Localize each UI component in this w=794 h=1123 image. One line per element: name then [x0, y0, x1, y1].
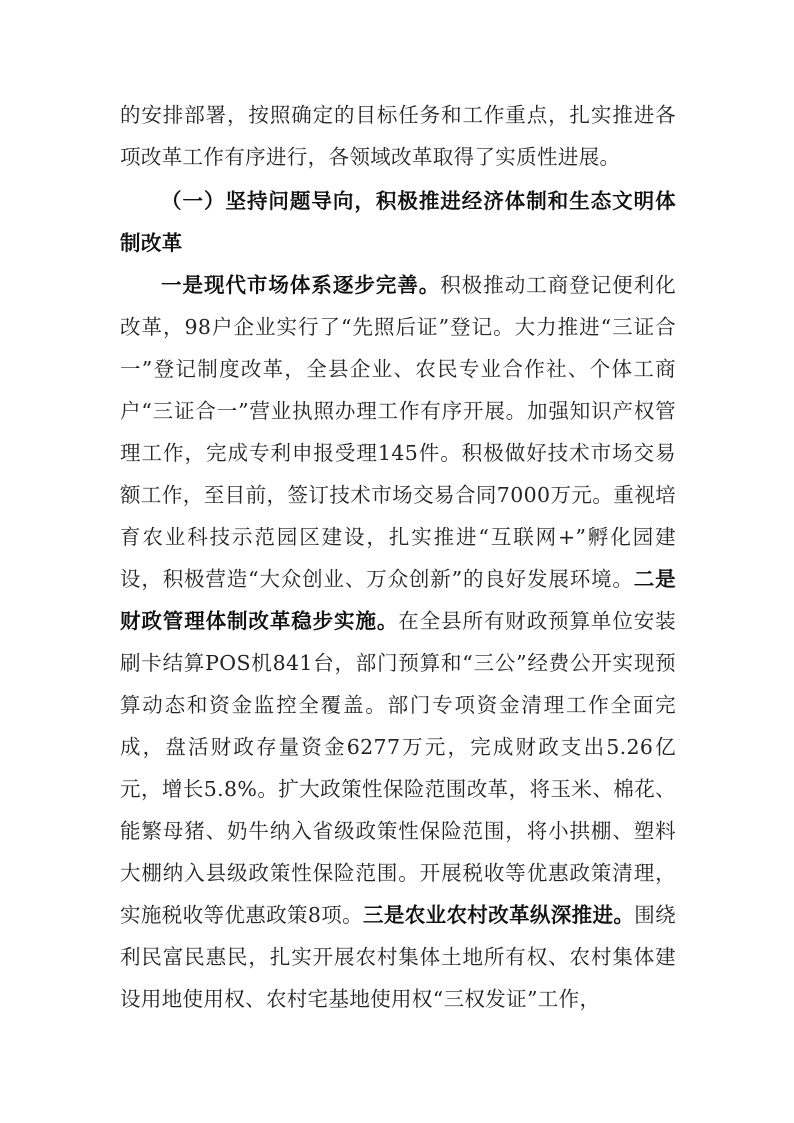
- lead-fiscal-reform: 二是财政管理体制改革稳步实施。: [120, 567, 677, 633]
- document-body: [120, 94, 676, 1020]
- paragraph-continuation: 的安排部署，按照确定的目标任务和工作重点，扎实推进各项改革工作有序进行，各领域改革取得了实质性进展。: [120, 103, 676, 169]
- lead-market-system: 一是现代市场体系逐步完善。: [161, 273, 441, 297]
- text-rural-reform: 围绕利民富民惠民，扎实开展农村集体土地所有权、农村集体建设用地使用权、农村宅基地使用权“三权发证”工作，: [120, 903, 676, 1011]
- text-fiscal-reform: 在全县所有财政预算单位安装刷卡结算POS机841台，部门预算和“三公”经费公开实现预算动态和资金监控全覆盖。部门专项资金清理工作全面完成，盘活财政存量资金6277万元，完成财政支出5.26亿元，增长5.8%。扩大政策性保险范围改革，将玉米、棉花、能繁母猪、奶牛纳入省级政策性保险范围，将小拱棚、塑料大棚纳入县级政策性保险范围。开展税收等优惠政策清理，实施税收等优惠政策8项。: [120, 609, 676, 927]
- lead-rural-reform: 三是农业农村改革纵深推进。: [362, 903, 635, 927]
- paragraph-body: [120, 264, 676, 1020]
- section-heading: （一）坚持问题导向，积极推进经济体制和生态文明体制改革: [120, 189, 676, 255]
- text-market-system: 积极推动工商登记便利化改革，98户企业实行了“先照后证”登记。大力推进“三证合一”登记制度改革，全县企业、农民专业合作社、个体工商户“三证合一”营业执照办理工作有序开展。加强知识产权管理工作，完成专利申报受理145件。积极做好技术市场交易额工作，至目前，签订技术市场交易合同7000万元。重视培育农业科技示范园区建设，扎实推进“互联网+”孵化园建设，积极营造“大众创业、万众创新”的良好发展环境。: [120, 273, 676, 591]
